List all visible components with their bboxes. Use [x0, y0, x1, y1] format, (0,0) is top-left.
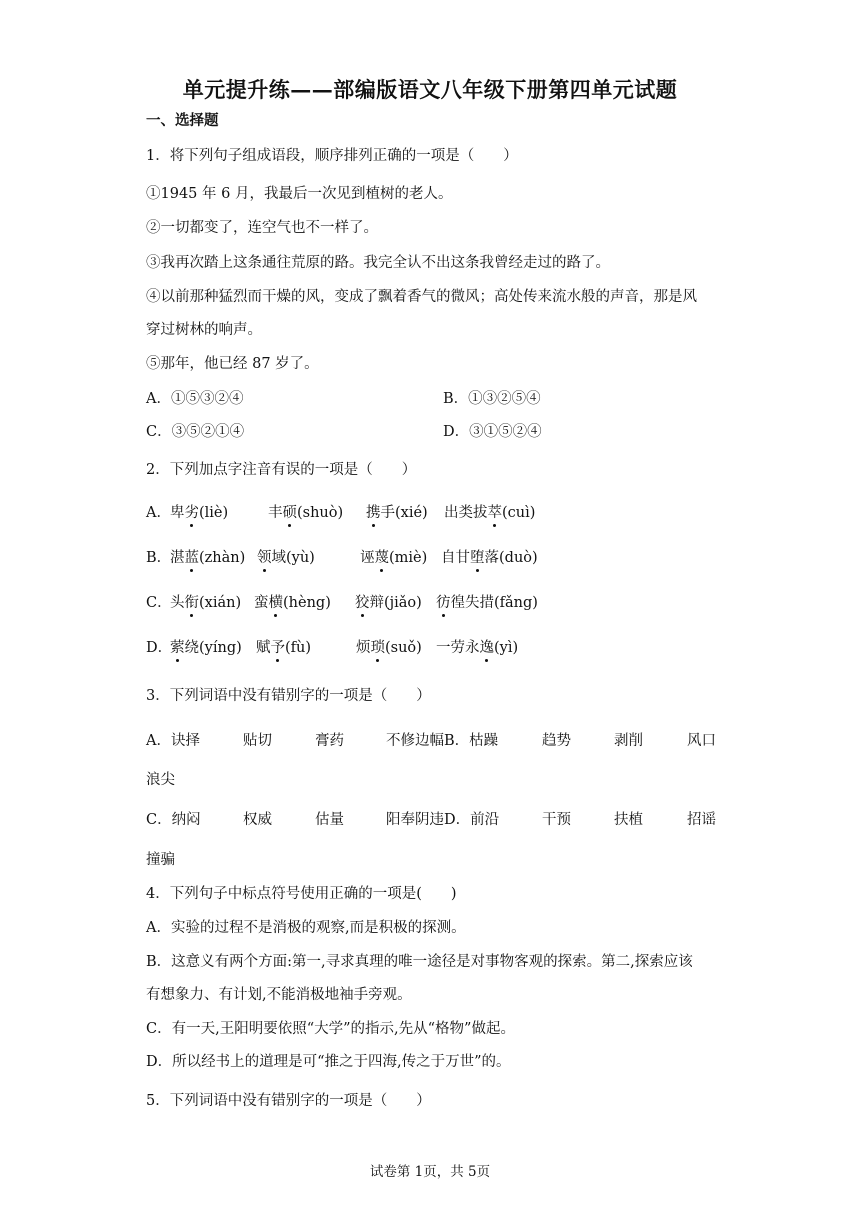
- option-letter: D．: [146, 640, 173, 656]
- q4-option-a[interactable]: A．实验的过程不是消极的观察,而是积极的探测。: [146, 920, 466, 936]
- q3-b-word-1: B．枯躁: [444, 733, 499, 749]
- q2-stem: 2．下列加点字注音有误的一项是（ ）: [146, 462, 417, 478]
- option-letter: C．: [146, 595, 172, 611]
- q3-stem: 3．下列词语中没有错别字的一项是（ ）: [146, 688, 431, 704]
- q1-option-c[interactable]: C．③⑤②①④: [146, 424, 245, 440]
- word-4: 自甘堕落(duò): [441, 550, 538, 566]
- q3-a-word-2: 贴切: [243, 733, 272, 749]
- q3-c-word-3: 估量: [315, 812, 344, 828]
- page-footer: 试卷第 1页，共 5页: [369, 1164, 491, 1180]
- q3-c-word-2: 权威: [243, 812, 272, 828]
- q3-c-word-1: C．纳闷: [146, 812, 201, 828]
- q4-stem: 4．下列句子中标点符号使用正确的一项是( ): [146, 886, 457, 902]
- q3-b-continuation: 浪尖: [146, 772, 175, 788]
- word-1: 头衔(xián): [170, 595, 242, 611]
- word-1: 萦绕(yíng): [170, 640, 242, 656]
- q3-d-word-4: 招谣: [687, 812, 716, 828]
- word-1: 卑劣(liè): [170, 505, 229, 521]
- q3-d-word-1: D．前沿: [444, 812, 500, 828]
- q3-c-word-4: 阳奉阴违: [386, 812, 444, 828]
- word-4: 一劳永逸(yì): [436, 640, 519, 656]
- q4-option-c[interactable]: C．有一天,王阳明要依照“大学”的指示,先从“格物”做起。: [146, 1021, 515, 1037]
- q1-sentence-3: ③我再次踏上这条通往荒原的路。我完全认不出这条我曾经走过的路了。: [146, 255, 610, 271]
- word-4: 彷徨失措(fǎng): [436, 595, 538, 611]
- q3-d-word-2: 干预: [542, 812, 571, 828]
- q1-sentence-2: ②一切都变了，连空气也不一样了。: [146, 220, 378, 236]
- word-2: 蛮横(hèng): [254, 595, 331, 611]
- q3-b-word-2: 趋势: [542, 733, 571, 749]
- q1-sentence-4-cont: 穿过树林的响声。: [146, 322, 262, 338]
- word-3: 诬蔑(miè): [360, 550, 428, 566]
- section-heading: 一、选择题: [146, 112, 219, 129]
- option-letter: B．: [146, 550, 172, 566]
- q5-stem: 5．下列词语中没有错别字的一项是（ ）: [146, 1093, 431, 1109]
- q3-a-word-1: A．诀择: [146, 733, 200, 749]
- word-4: 出类拔萃(cuì): [444, 505, 536, 521]
- q3-a-word-3: 膏药: [315, 733, 344, 749]
- word-1: 湛蓝(zhàn): [170, 550, 246, 566]
- option-letter: A．: [146, 505, 171, 521]
- q1-sentence-1: ①1945 年 6 月，我最后一次见到植树的老人。: [146, 186, 453, 202]
- q1-option-d[interactable]: D．③①⑤②④: [443, 424, 542, 440]
- q1-option-a[interactable]: A．①⑤③②④: [146, 391, 244, 407]
- q3-d-continuation: 撞骗: [146, 852, 175, 868]
- word-2: 丰硕(shuò): [268, 505, 344, 521]
- word-2: 领域(yù): [257, 550, 315, 566]
- q3-a-word-4: 不修边幅: [386, 733, 444, 749]
- word-2: 赋予(fù): [256, 640, 312, 656]
- q1-option-b[interactable]: B．①③②⑤④: [443, 391, 541, 407]
- q4-option-b-cont: 有想象力、有计划,不能消极地袖手旁观。: [146, 987, 412, 1003]
- q4-option-b[interactable]: B．这意义有两个方面:第一,寻求真理的唯一途径是对事物客观的探索。第二,探索应该: [146, 954, 693, 970]
- page-title: 单元提升练——部编版语文八年级下册第四单元试题: [182, 77, 678, 102]
- q3-d-word-3: 扶植: [614, 812, 643, 828]
- word-3: 烦琐(suǒ): [356, 640, 422, 656]
- q1-stem: 1．将下列句子组成语段，顺序排列正确的一项是（ ）: [146, 148, 518, 164]
- q1-sentence-4: ④以前那种猛烈而干燥的风，变成了飘着香气的微风；高处传来流水般的声音，那是风: [146, 289, 697, 305]
- q3-b-word-3: 剥削: [614, 733, 643, 749]
- q3-b-word-4: 风口: [687, 733, 716, 749]
- q1-sentence-5: ⑤那年，他已经 87 岁了。: [146, 356, 319, 372]
- q4-option-d[interactable]: D．所以经书上的道理是可“推之于四海,传之于万世”的。: [146, 1054, 511, 1070]
- word-3: 携手(xié): [366, 505, 428, 521]
- word-3: 狡辩(jiǎo): [355, 595, 422, 611]
